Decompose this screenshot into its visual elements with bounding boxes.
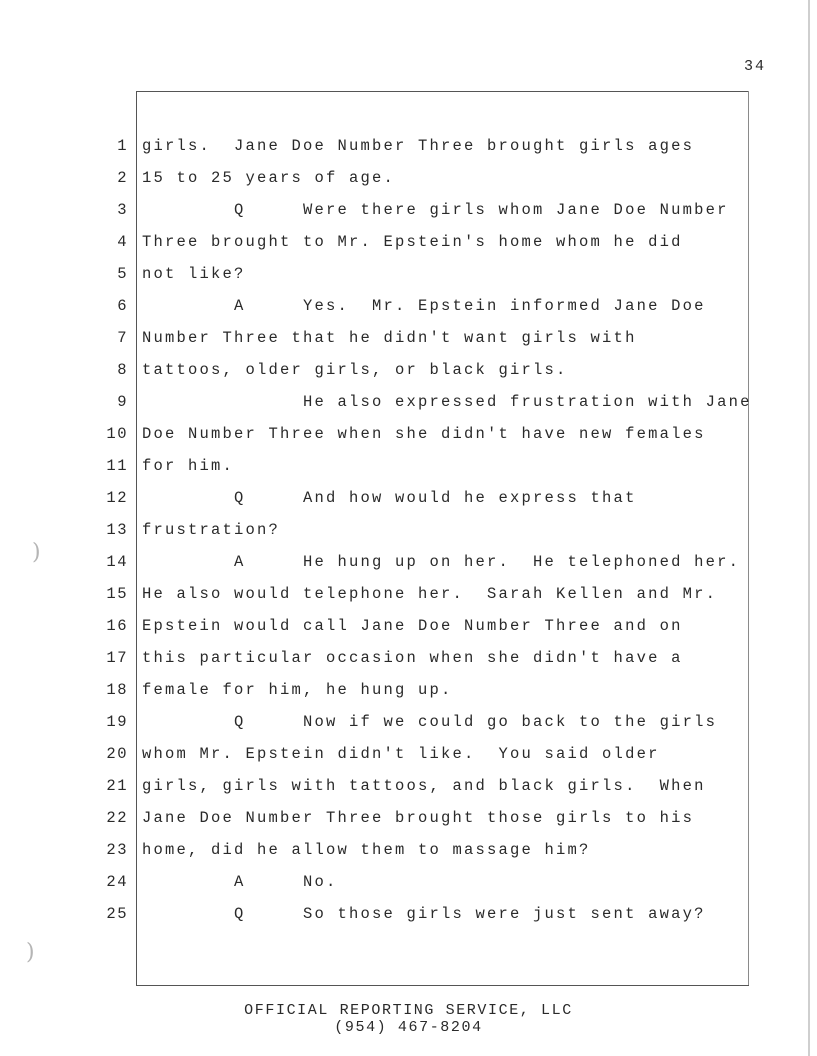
line-number: 8 [117, 361, 128, 379]
line-number: 11 [106, 457, 128, 475]
line-number: 4 [117, 233, 128, 251]
margin-parenthesis-mark: ) [32, 540, 41, 565]
line-text: He also would telephone her. Sarah Kellen and Mr. [142, 585, 718, 603]
transcript-line [0, 553, 808, 585]
line-text: girls. Jane Doe Number Three brought girls ages [142, 137, 695, 155]
line-text: 15 to 25 years of age. [142, 169, 396, 187]
line-number: 5 [117, 265, 128, 283]
transcript-line [0, 425, 808, 457]
line-number: 10 [106, 425, 128, 443]
line-text: Three brought to Mr. Epstein's home whom he did [142, 233, 683, 251]
transcript-line [0, 233, 808, 265]
line-text: Jane Doe Number Three brought those girls to his [142, 809, 695, 827]
line-text: Epstein would call Jane Doe Number Three and on [142, 617, 683, 635]
line-text: frustration? [142, 521, 281, 539]
line-number: 2 [117, 169, 128, 187]
transcript-line [0, 841, 808, 873]
line-text: A Yes. Mr. Epstein informed Jane Doe [142, 297, 706, 315]
page-right-edge [808, 0, 810, 1056]
transcript-line [0, 489, 808, 521]
transcript-line [0, 681, 808, 713]
line-text: not like? [142, 265, 246, 283]
line-text: home, did he allow them to massage him? [142, 841, 591, 859]
margin-parenthesis-mark: ) [26, 940, 35, 965]
line-number: 3 [117, 201, 128, 219]
line-text: Q And how would he express that [142, 489, 637, 507]
line-number: 23 [106, 841, 128, 859]
line-number: 25 [106, 905, 128, 923]
transcript-line [0, 393, 808, 425]
line-text: for him. [142, 457, 235, 475]
line-number: 16 [106, 617, 128, 635]
line-number: 13 [106, 521, 128, 539]
transcript-line [0, 713, 808, 745]
line-number: 6 [117, 297, 128, 315]
line-number: 17 [106, 649, 128, 667]
transcript-line [0, 265, 808, 297]
line-number: 1 [117, 137, 128, 155]
line-number: 14 [106, 553, 128, 571]
line-text: Q So those girls were just sent away? [142, 905, 706, 923]
transcript-border-bottom [136, 985, 749, 986]
line-text: A No. [142, 873, 338, 891]
transcript-line [0, 649, 808, 681]
transcript-line [0, 745, 808, 777]
line-text: female for him, he hung up. [142, 681, 453, 699]
transcript-line [0, 169, 808, 201]
page-footer [0, 1002, 817, 1036]
transcript-line [0, 905, 808, 937]
page-number: 34 [743, 58, 766, 75]
transcript-line [0, 585, 808, 617]
line-number: 22 [106, 809, 128, 827]
reporting-company-name: OFFICIAL REPORTING SERVICE, LLC [244, 1002, 573, 1019]
line-number: 21 [106, 777, 128, 795]
reporting-company-phone: (954) 467-8204 [334, 1019, 483, 1036]
line-text: girls, girls with tattoos, and black girls. When [142, 777, 706, 795]
line-text: Q Now if we could go back to the girls [142, 713, 718, 731]
line-number: 20 [106, 745, 128, 763]
line-number: 15 [106, 585, 128, 603]
transcript-line [0, 873, 808, 905]
line-number: 9 [117, 393, 128, 411]
line-text: He also expressed frustration with Jane [142, 393, 752, 411]
line-text: Number Three that he didn't want girls with [142, 329, 637, 347]
transcript-line [0, 361, 808, 393]
line-number: 18 [106, 681, 128, 699]
line-text: this particular occasion when she didn't have a [142, 649, 683, 667]
line-number: 12 [106, 489, 128, 507]
line-number: 7 [117, 329, 128, 347]
line-text: Doe Number Three when she didn't have new females [142, 425, 706, 443]
transcript-line [0, 201, 808, 233]
transcript-line [0, 809, 808, 841]
transcript-line [0, 521, 808, 553]
line-text: Q Were there girls whom Jane Doe Number [142, 201, 729, 219]
transcript-line [0, 329, 808, 361]
line-text: A He hung up on her. He telephoned her. [142, 553, 741, 571]
transcript-line [0, 777, 808, 809]
transcript-line [0, 297, 808, 329]
transcript-line [0, 137, 808, 169]
line-number: 24 [106, 873, 128, 891]
transcript-line [0, 617, 808, 649]
line-number: 19 [106, 713, 128, 731]
transcript-border-top [136, 91, 749, 92]
line-text: tattoos, older girls, or black girls. [142, 361, 568, 379]
transcript-line [0, 457, 808, 489]
line-text: whom Mr. Epstein didn't like. You said older [142, 745, 660, 763]
